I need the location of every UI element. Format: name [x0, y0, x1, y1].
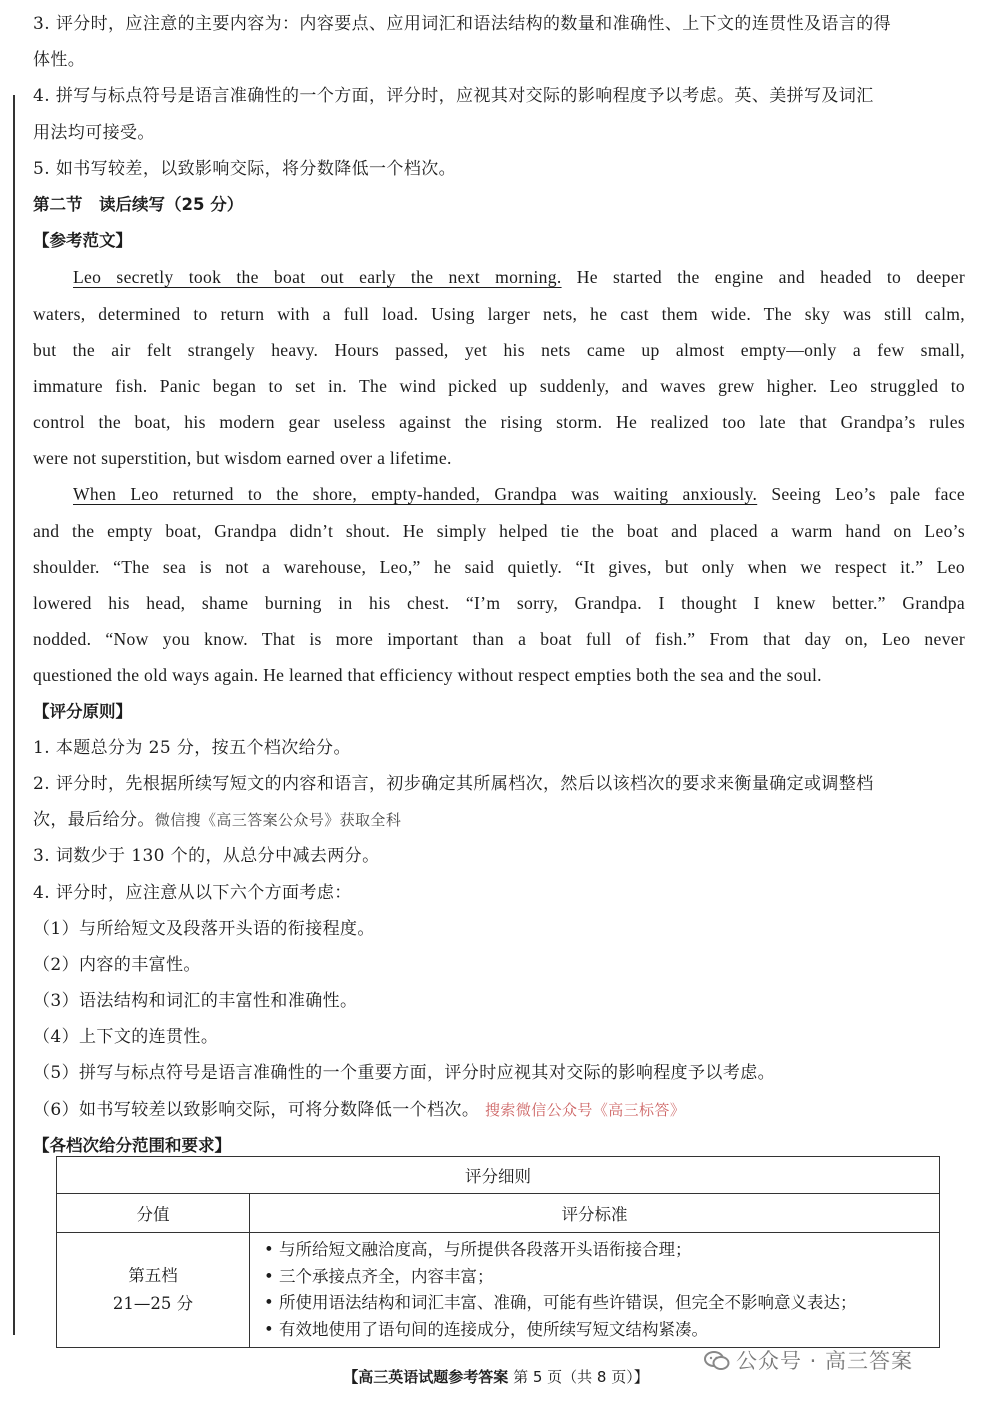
para2-line: questioned the old ways again. He learned that efficiency without respect empties both the sea and the soul. [33, 665, 822, 686]
criteria-item: • 有效地使用了语句间的连接成分，使所续写短文结构紧凑。 [264, 1319, 708, 1339]
margin-rule [13, 95, 15, 1335]
para1-line: waters, determined to return with a full load. Using larger nets, he cast them wide. The sky was still calm, [33, 303, 965, 324]
para2-opening-sentence: When Leo returned to the shore, empty-handed, Grandpa was waiting anxiously. [73, 484, 758, 505]
levels-heading: 【各档次给分范围和要求】 [33, 1135, 231, 1155]
para1-line: control the boat, his modern gear useless against the rising storm. He realized too late that Grandpa’s rules [33, 412, 965, 433]
rule-4-line1: 4. 拼写与标点符号是语言准确性的一个方面，评分时，应视其对交际的影响程度予以考虑。英、美拼写及词汇 [33, 86, 874, 107]
principle-4: 4. 评分时，应注意从以下六个方面考虑： [33, 882, 352, 903]
criteria-item: • 与所给短文融洽度高，与所提供各段落开头语衔接合理； [264, 1240, 692, 1259]
aspect-6-text: （6）如书写较差以致影响交际，可将分数降低一个档次。 [33, 1099, 480, 1120]
rule-4-line2: 用法均可接受。 [33, 122, 155, 143]
criteria-cell [250, 1233, 940, 1348]
aspect-3: （3）语法结构和词汇的丰富性和准确性。 [33, 991, 358, 1012]
para2-line1-rest: Seeing Leo’s pale face [757, 484, 965, 505]
table-row [57, 1233, 940, 1348]
principle-1: 1. 本题总分为 25 分，按五个档次给分。 [33, 737, 351, 758]
aspect-1: （1）与所给短文及段落开头语的衔接程度。 [33, 918, 375, 939]
principle-2-line2 [33, 802, 965, 838]
footer-page-number: 第 5 页（共 8 页）】 [513, 1368, 649, 1386]
level-name: 第五档 [128, 1266, 178, 1285]
criteria-item: • 三个承接点齐全，内容丰富； [264, 1266, 494, 1286]
model-essay-heading: 【参考范文】 [33, 231, 132, 251]
watermark-text: 搜索微信公众号《高三标答》 [485, 1100, 686, 1119]
para1-line1-rest: He started the engine and headed to deeper [561, 267, 965, 288]
para1-line: but the air felt strangely heavy. Hours passed, yet his nets came up almost empty—only a few small, [33, 339, 965, 360]
para1-opening-sentence: Leo secretly took the boat out early the next morning. [73, 267, 562, 288]
para2-line: shoulder. “The sea is not a warehouse, Leo,” he said quietly. “It gives, but only when we respect it.” Leo [33, 556, 965, 577]
principle-2-text: 次，最后给分。 [33, 810, 155, 831]
level-cell [57, 1233, 250, 1348]
scoring-table [56, 1156, 940, 1348]
rule-3-line2: 体性。 [33, 50, 86, 71]
rule-5: 5. 如书写较差，以致影响交际，将分数降低一个档次。 [33, 158, 457, 179]
aspect-5: （5）拼写与标点符号是语言准确性的一个重要方面，评分时应视其对交际的影响程度予以考虑。 [33, 1063, 776, 1084]
para2-line1 [33, 476, 965, 512]
principles-heading: 【评分原则】 [33, 701, 132, 721]
aspect-4: （4）上下文的连贯性。 [33, 1027, 219, 1048]
level-range: 21—25 分 [112, 1294, 194, 1313]
criteria-item: • 所使用语法结构和词汇丰富、准确，可能有些许错误，但完全不影响意义表达； [264, 1293, 857, 1312]
page-footer [0, 1366, 992, 1387]
para1-line1 [33, 259, 965, 295]
column-header-score: 分值 [57, 1194, 250, 1233]
watermark-text: 微信搜《高三答案公众号》获取全科 [154, 811, 402, 830]
aspect-2: （2）内容的丰富性。 [33, 954, 201, 975]
rule-3-line1: 3. 评分时，应注意的主要内容为：内容要点、应用词汇和语法结构的数量和准确性、上下文的连贯性及语言的得 [33, 14, 892, 34]
principle-3: 3. 词数少于 130 个的，从总分中减去两分。 [33, 846, 380, 867]
principle-2-line1: 2. 评分时，先根据所续写短文的内容和语言，初步确定其所属档次，然后以该档次的要求来衡量确定或调整档 [33, 773, 874, 794]
para1-line: immature fish. Panic began to set in. The wind picked up suddenly, and waves grew higher. Leo struggled to [33, 375, 965, 396]
brand-text: 公众号 · 高三答案 [736, 1349, 914, 1373]
para2-line: nodded. “Now you know. That is more important than a boat full of fish.” From that day on, Leo never [33, 629, 965, 650]
answer-page-body [33, 6, 965, 1164]
para1-line: were not superstition, but wisdom earned over a lifetime. [33, 448, 452, 469]
table-title: 评分细则 [57, 1157, 940, 1194]
section-title: 第二节 读后续写（25 分） [33, 194, 244, 214]
aspect-6 [33, 1092, 965, 1128]
para2-line: and the empty boat, Grandpa didn’t shout. He simply helped tie the boat and placed a warm hand on Leo’s [33, 520, 965, 541]
column-header-criteria: 评分标准 [250, 1194, 940, 1233]
para2-line: lowered his head, shame burning in his chest. “I’m sorry, Grandpa. I thought I knew better.” Grandpa [33, 593, 965, 613]
footer-title: 【高三英语试题参考答案 [343, 1368, 509, 1386]
